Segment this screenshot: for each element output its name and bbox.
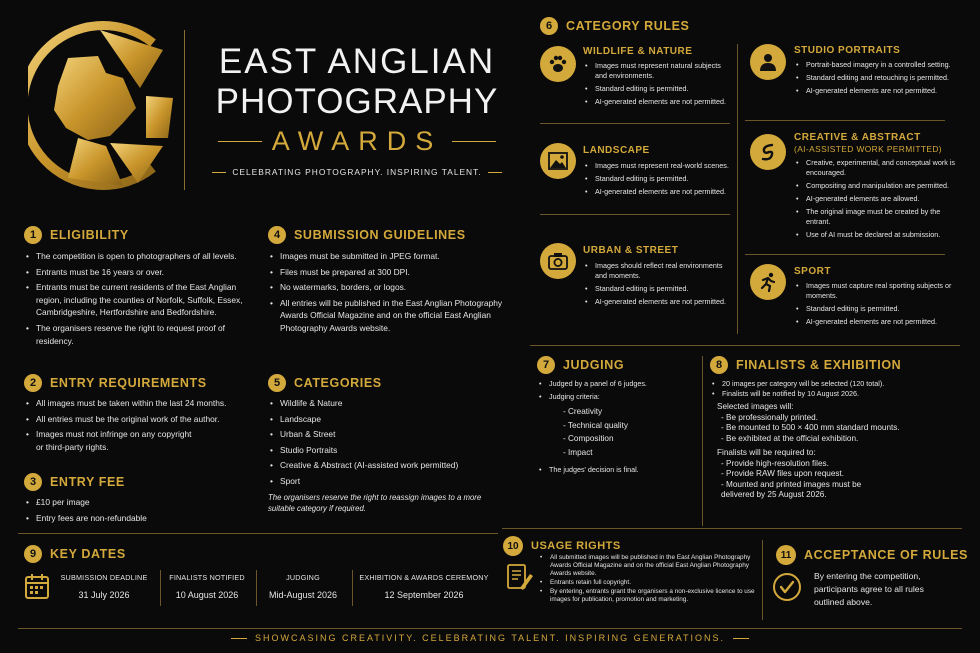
list-item: • The judges' decision is final. xyxy=(537,465,702,475)
list-item: • Images must represent real-world scenes. xyxy=(583,161,733,171)
section-title: CATEGORIES xyxy=(294,376,382,390)
section-title: ENTRY REQUIREMENTS xyxy=(50,376,207,390)
selected-label: Selected images will: xyxy=(717,402,794,411)
list-item: • Images must capture real sporting subjects or moments. xyxy=(794,281,954,301)
document-pen-icon xyxy=(506,562,534,597)
list-item: • All submitted images will be published in the East Anglian Photography Awards Official Magazine and on the official East Anglian Photography Awards website. xyxy=(538,554,756,578)
key-date-item xyxy=(56,573,152,600)
section-number: 5 xyxy=(268,374,286,392)
list-item: • Images must be submitted in JPEG format. xyxy=(268,250,508,263)
key-date-value: 10 August 2026 xyxy=(175,590,239,600)
title-line-3: AWARDS xyxy=(271,126,443,156)
sport-rules xyxy=(794,266,954,330)
list-item: • AI-generated elements are allowed. xyxy=(794,194,959,204)
logo xyxy=(28,18,178,198)
swirl-icon xyxy=(750,134,786,170)
key-date-item xyxy=(162,573,252,600)
list-item: • Use of AI must be declared at submission. xyxy=(794,230,959,240)
list-item: • All entries will be published in the East Anglian Photography Awards Official Magazine and on the official East Anglian Photography Awards website. xyxy=(268,297,508,335)
category-rule-line-2 xyxy=(540,214,730,215)
section-title: CATEGORY RULES xyxy=(566,19,690,33)
criteria-item: - Technical quality xyxy=(563,420,628,430)
section-number: 2 xyxy=(24,374,42,392)
studio-rules xyxy=(794,45,954,99)
eligibility-section xyxy=(24,226,262,350)
key-date-value: 12 September 2026 xyxy=(384,590,464,600)
section-title: ENTRY FEE xyxy=(50,475,125,489)
category-title: SPORT xyxy=(794,266,831,277)
key-date-label: FINALISTS NOTIFIED xyxy=(169,573,245,582)
list-item: • Creative & Abstract (AI-assisted work permitted) xyxy=(268,459,508,472)
list-item: • All images must be taken within the last 24 months. xyxy=(24,397,262,410)
list-item: • Standard editing is permitted. xyxy=(583,84,733,94)
wildlife-rules xyxy=(583,46,733,110)
list-item: • Landscape xyxy=(268,413,508,426)
section-title: KEY DATES xyxy=(50,547,126,561)
section-number: 10 xyxy=(503,536,523,556)
runner-icon xyxy=(750,264,786,300)
key-date-divider xyxy=(160,570,161,606)
required-item: - Provide high-resolution files. xyxy=(721,458,829,468)
key-date-value: 31 July 2026 xyxy=(78,590,130,600)
mountain-icon xyxy=(540,143,576,179)
tagline: CELEBRATING PHOTOGRAPHY. INSPIRING TALENT. xyxy=(232,167,482,177)
list-item: • Urban & Street xyxy=(268,428,508,441)
list-item: • Sport xyxy=(268,475,508,488)
category-title: LANDSCAPE xyxy=(583,145,650,156)
key-dates-header xyxy=(24,545,126,563)
camera-icon xyxy=(540,243,576,279)
list-item: • Judging criteria: xyxy=(537,392,702,402)
list-item: • The competition is open to photographers of all levels. xyxy=(24,250,262,263)
category-title: STUDIO PORTRAITS xyxy=(794,45,901,56)
list-item: • AI-generated elements are not permitted. xyxy=(583,187,733,197)
section-number: 6 xyxy=(540,17,558,35)
section-number: 1 xyxy=(24,226,42,244)
list-item: • Standard editing is permitted. xyxy=(794,304,954,314)
category-title: URBAN & STREET xyxy=(583,245,679,256)
section-number: 9 xyxy=(24,545,42,563)
category-title: WILDLIFE & NATURE xyxy=(583,46,693,57)
categories-note: The organisers reserve the right to reassign images to a more suitable category if required. xyxy=(268,492,482,513)
acceptance-header xyxy=(776,545,968,565)
category-divider xyxy=(737,44,738,334)
section-title: USAGE RIGHTS xyxy=(531,540,621,552)
list-item: • Entrants retain full copyright. xyxy=(538,579,756,587)
key-date-item xyxy=(258,573,348,600)
section-number: 11 xyxy=(776,545,796,565)
criteria-item: - Composition xyxy=(563,434,614,443)
list-item: • Standard editing is permitted. xyxy=(583,174,733,184)
key-date-label: JUDGING xyxy=(286,573,320,582)
acceptance-text: By entering the competition, participants agree to all rules outlined above. xyxy=(814,571,924,607)
usage-header xyxy=(503,536,621,556)
required-item: - Provide RAW files upon request. xyxy=(721,469,845,478)
key-dates-rule-top xyxy=(18,533,498,534)
key-date-item xyxy=(354,573,494,600)
list-item: • Creative, experimental, and conceptual work is encouraged. xyxy=(794,158,959,178)
category-rules-header xyxy=(540,17,689,35)
key-date-divider xyxy=(256,570,257,606)
list-item: • Portrait-based imagery in a controlled setting. xyxy=(794,60,954,70)
list-item: • 20 images per category will be selected (120 total). xyxy=(710,379,960,389)
category-rule-line-3 xyxy=(745,120,945,121)
list-item: • By entering, entrants grant the organisers a non-exclusive licence to use images for publication, promotion and marketing. xyxy=(538,588,756,604)
required-item: - Mounted and printed images must be delivered by 25 August 2026. xyxy=(721,479,862,499)
urban-rules xyxy=(583,245,733,310)
key-date-value: Mid-August 2026 xyxy=(268,590,338,600)
selected-item: - Be mounted to 500 × 400 mm standard mounts. xyxy=(721,423,900,432)
list-item: • The organisers reserve the right to request proof of residency. xyxy=(24,322,262,347)
person-icon xyxy=(750,44,786,80)
list-item: • Images must represent natural subjects and environments. xyxy=(583,61,733,81)
landscape-rules xyxy=(583,145,733,200)
checkmark-icon xyxy=(772,572,802,607)
list-item: • AI-generated elements are not permitted. xyxy=(583,97,733,107)
section-title: ELIGIBILITY xyxy=(50,228,129,242)
section-title: JUDGING xyxy=(563,358,625,372)
list-item: • Standard editing and retouching is permitted. xyxy=(794,73,954,83)
required-label: Finalists will be required to: xyxy=(717,448,816,457)
footer-text: SHOWCASING CREATIVITY. CELEBRATING TALENT. INSPIRING GENERATIONS. xyxy=(254,633,726,643)
category-rule-line-1 xyxy=(540,123,730,124)
list-item: • Entrants must be 16 years or over. xyxy=(24,266,262,279)
list-item: • AI-generated elements are not permitted. xyxy=(794,86,954,96)
title-line-1: EAST ANGLIAN xyxy=(218,42,496,81)
list-item: • Studio Portraits xyxy=(268,444,508,457)
judging-divider xyxy=(702,356,703,526)
criteria-item: - Creativity xyxy=(563,407,603,416)
list-item: • Entry fees are non-refundable xyxy=(24,512,262,525)
list-item: • £10 per image xyxy=(24,496,262,509)
creative-rules xyxy=(794,132,959,243)
submission-section xyxy=(268,226,508,338)
usage-rule-top xyxy=(502,528,962,529)
entry-requirements-section xyxy=(24,374,262,456)
list-item: • Compositing and manipulation are permitted. xyxy=(794,181,959,191)
list-item: • Entrants must be current residents of the East Anglian region, including the counties of Norfolk, Suffolk, Essex, Cambridgeshire, Hertfordshire and Bedfordshire. xyxy=(24,281,262,319)
title-rule-left xyxy=(218,141,262,142)
header-divider xyxy=(184,30,185,190)
list-item: • AI-generated elements are not permitted. xyxy=(794,317,954,327)
section-title: ACCEPTANCE OF RULES xyxy=(804,548,968,562)
title-rule-right xyxy=(452,141,496,142)
category-title: CREATIVE & ABSTRACT xyxy=(794,132,921,143)
key-date-label: SUBMISSION DEADLINE xyxy=(60,573,148,582)
list-item: • AI-generated elements are not permitted. xyxy=(583,297,733,307)
section-number: 7 xyxy=(537,356,555,374)
usage-divider xyxy=(762,540,763,620)
usage-section xyxy=(538,554,756,605)
criteria-item: - Impact xyxy=(563,447,593,457)
title-line-2: PHOTOGRAPHY xyxy=(215,82,499,121)
section-number: 8 xyxy=(710,356,728,374)
list-item: • The original image must be created by the entrant. xyxy=(794,207,959,227)
footer-rule-top xyxy=(18,628,962,629)
section-title: FINALISTS & EXHIBITION xyxy=(736,358,902,372)
list-item: • Images should reflect real environments and moments. xyxy=(583,261,733,281)
selected-item: - Be professionally printed. xyxy=(721,412,818,422)
list-item: • Judged by a panel of 6 judges. xyxy=(537,379,702,389)
list-item: • No watermarks, borders, or logos. xyxy=(268,281,508,294)
category-rule-line-4 xyxy=(745,254,945,255)
footer xyxy=(0,633,980,643)
judging-rule-top xyxy=(530,345,960,346)
judging-section xyxy=(537,356,702,478)
list-item: • Finalists will be notified by 10 August 2026. xyxy=(710,389,960,399)
list-item: • Files must be prepared at 300 DPI. xyxy=(268,266,508,279)
section-title: SUBMISSION GUIDELINES xyxy=(294,228,466,242)
entry-fee-section xyxy=(24,473,262,527)
key-date-divider xyxy=(352,570,353,606)
key-date-label: EXHIBITION & AWARDS CEREMONY xyxy=(359,573,489,582)
finalists-section xyxy=(710,356,960,501)
selected-item: - Be exhibited at the official exhibition. xyxy=(721,433,859,443)
list-item: • All entries must be the original work of the author. xyxy=(24,413,262,426)
calendar-icon xyxy=(24,572,50,605)
section-number: 4 xyxy=(268,226,286,244)
section-number: 3 xyxy=(24,473,42,491)
paw-icon xyxy=(540,46,576,82)
category-subtitle: (AI-ASSISTED WORK PERMITTED) xyxy=(794,144,942,154)
list-item: • Wildlife & Nature xyxy=(268,397,508,410)
categories-section xyxy=(268,374,508,514)
list-item: • Standard editing is permitted. xyxy=(583,284,733,294)
list-item: • Images must not infringe on any copyright or third-party rights. xyxy=(24,428,262,453)
